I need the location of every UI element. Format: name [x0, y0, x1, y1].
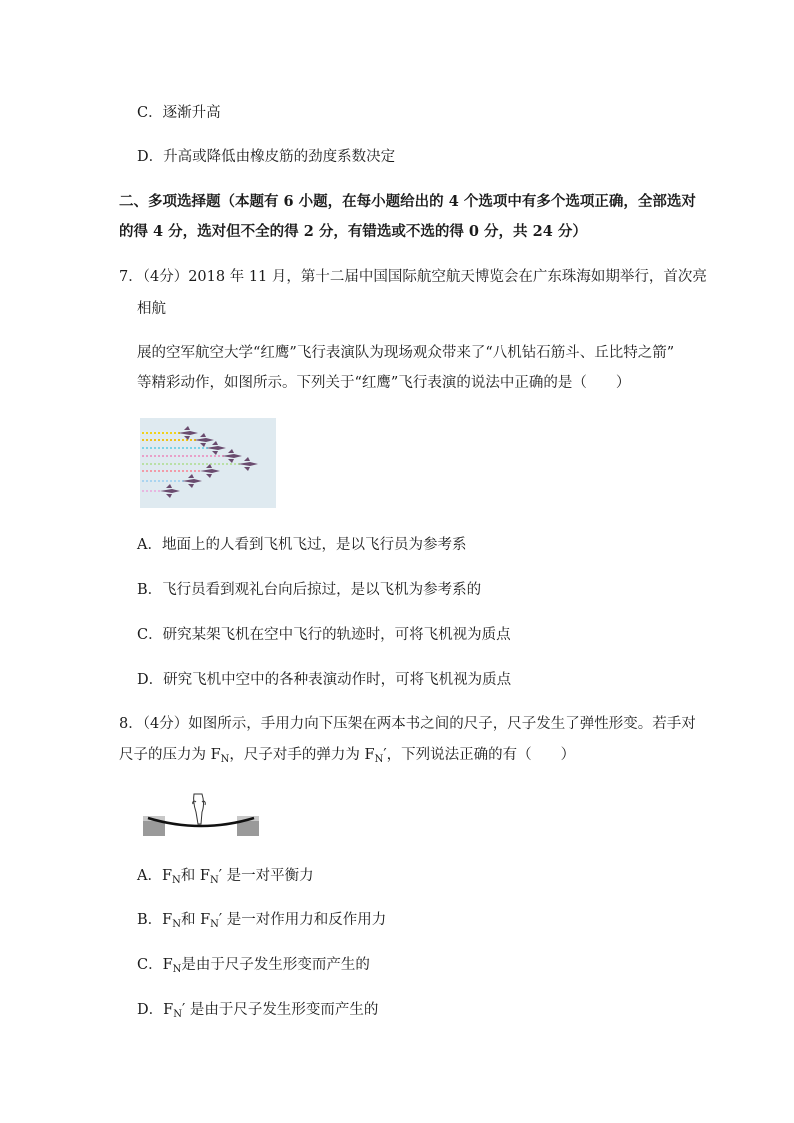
hand-icon	[193, 794, 206, 824]
q7-option-c: C．研究某架飞机在空中飞行的轨迹时，可将飞机视为质点	[137, 627, 511, 643]
q8-stem-line2: 尺子的压力为 $F_N$，尺子对手的弹力为 $F_N'$，下列说法正确的有（ ）	[119, 747, 576, 765]
q7-stem-line4: 等精彩动作，如图所示。下列关于“红鹰”飞行表演的说法中正确的是（ ）	[137, 375, 631, 391]
air-show-image	[140, 418, 276, 508]
q7-stem-line3: 展的空军航空大学“红鹰”飞行表演队为现场观众带来了“八机钻石筋斗、丘比特之箭”	[137, 345, 675, 361]
q8-option-d: D．$F_N'$ 是由于尺子发生形变而产生的	[137, 1002, 379, 1020]
q7-option-b: B．飞行员看到观礼台向后掠过，是以飞机为参考系的	[137, 582, 482, 598]
q8-stem-line1: 8．（4分）如图所示，手用力向下压架在两本书之间的尺子，尺子发生了弹性形变。若手对	[119, 716, 696, 732]
ruler-diagram	[140, 790, 262, 840]
q6-option-d: D．升高或降低由橡皮筋的劲度系数决定	[137, 149, 396, 165]
q8-option-a: A．$F_N$和 $F_N'$ 是一对平衡力	[137, 868, 314, 886]
q8-option-c: C．$F_N$是由于尺子发生形变而产生的	[137, 957, 370, 975]
section2-heading-line1: 二、多项选择题（本题有 6 小题，在每小题给出的 4 个选项中有多个选项正确，全部选对	[119, 193, 696, 210]
q7-stem-line1: 7．（4分）2018 年 11 月，第十二届中国国际航空航天博览会在广东珠海如期举行，首次亮	[119, 269, 707, 285]
air-show-figure	[140, 418, 276, 508]
q7-option-a: A．地面上的人看到飞机飞过，是以飞行员为参考系	[137, 537, 467, 553]
q7-option-d: D．研究飞机中空中的各种表演动作时，可将飞机视为质点	[137, 672, 512, 688]
q6-option-c: C．逐渐升高	[137, 105, 221, 121]
section2-heading-line2: 的得 4 分，选对但不全的得 2 分，有错选或不选的得 0 分，共 24 分）	[119, 223, 587, 240]
q8-option-b: B．$F_N$和 $F_N'$ 是一对作用力和反作用力	[137, 912, 387, 930]
ruler-figure	[140, 790, 262, 840]
q7-stem-line2: 相航	[137, 301, 166, 317]
